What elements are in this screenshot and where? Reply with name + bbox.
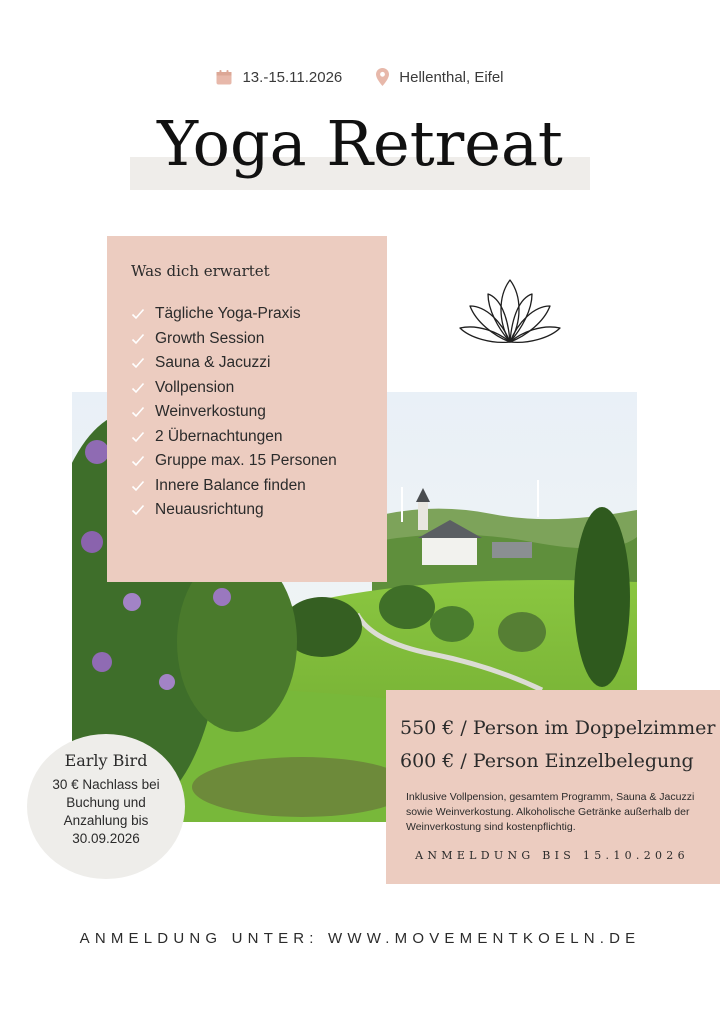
list-item: Neuausrichtung: [131, 498, 387, 523]
registration-deadline: ANMELDUNG BIS 15.10.2026: [415, 849, 689, 862]
event-meta: [0, 68, 720, 86]
registration-footer[interactable]: ANMELDUNG UNTER: WWW.MOVEMENTKOELN.DE: [79, 930, 641, 947]
list-item: 2 Übernachtungen: [131, 425, 387, 450]
list-item: Weinverkostung: [131, 400, 387, 425]
early-bird-text: 30 € Nachlass bei Buchung und Anzahlung bis 30.09.2026: [52, 777, 160, 846]
page-title: Yoga Retreat: [157, 107, 563, 180]
early-bird-heading: Early Bird: [64, 751, 148, 770]
what-to-expect-heading: Was dich erwartet: [131, 262, 270, 280]
what-to-expect-card: [107, 236, 387, 582]
check-icon: [131, 356, 145, 370]
list-item: Gruppe max. 15 Personen: [131, 449, 387, 474]
check-icon: [131, 332, 145, 346]
event-date-text: 13.-15.11.2026: [242, 68, 343, 86]
check-icon: [131, 430, 145, 444]
list-item: Innere Balance finden: [131, 474, 387, 499]
event-location: [376, 68, 503, 86]
list-item: Growth Session: [131, 327, 387, 352]
event-date: [216, 68, 342, 86]
list-item: Sauna & Jacuzzi: [131, 351, 387, 376]
check-icon: [131, 479, 145, 493]
check-icon: [131, 381, 145, 395]
check-icon: [131, 503, 145, 517]
price-double-room: 550 € / Person im Doppelzimmer: [400, 717, 716, 739]
benefit-list: [131, 302, 387, 523]
list-item: Vollpension: [131, 376, 387, 401]
list-item: Tägliche Yoga-Praxis: [131, 302, 387, 327]
pricing-card: [386, 690, 720, 884]
early-bird-badge: [27, 734, 185, 879]
price-note: Inklusive Vollpension, gesamtem Programm, Sauna & Jacuzzi sowie Weinverkostung. Alkoholische Getränke außerhalb der Weinverkostung sind kostenpflichtig.: [406, 791, 695, 833]
price-single-room: 600 € / Person Einzelbelegung: [400, 750, 694, 772]
event-location-text: Hellenthal, Eifel: [399, 68, 504, 86]
check-icon: [131, 307, 145, 321]
map-pin-icon: [376, 68, 389, 86]
check-icon: [131, 405, 145, 419]
lotus-icon: [458, 276, 562, 354]
calendar-icon: [216, 70, 232, 85]
check-icon: [131, 454, 145, 468]
